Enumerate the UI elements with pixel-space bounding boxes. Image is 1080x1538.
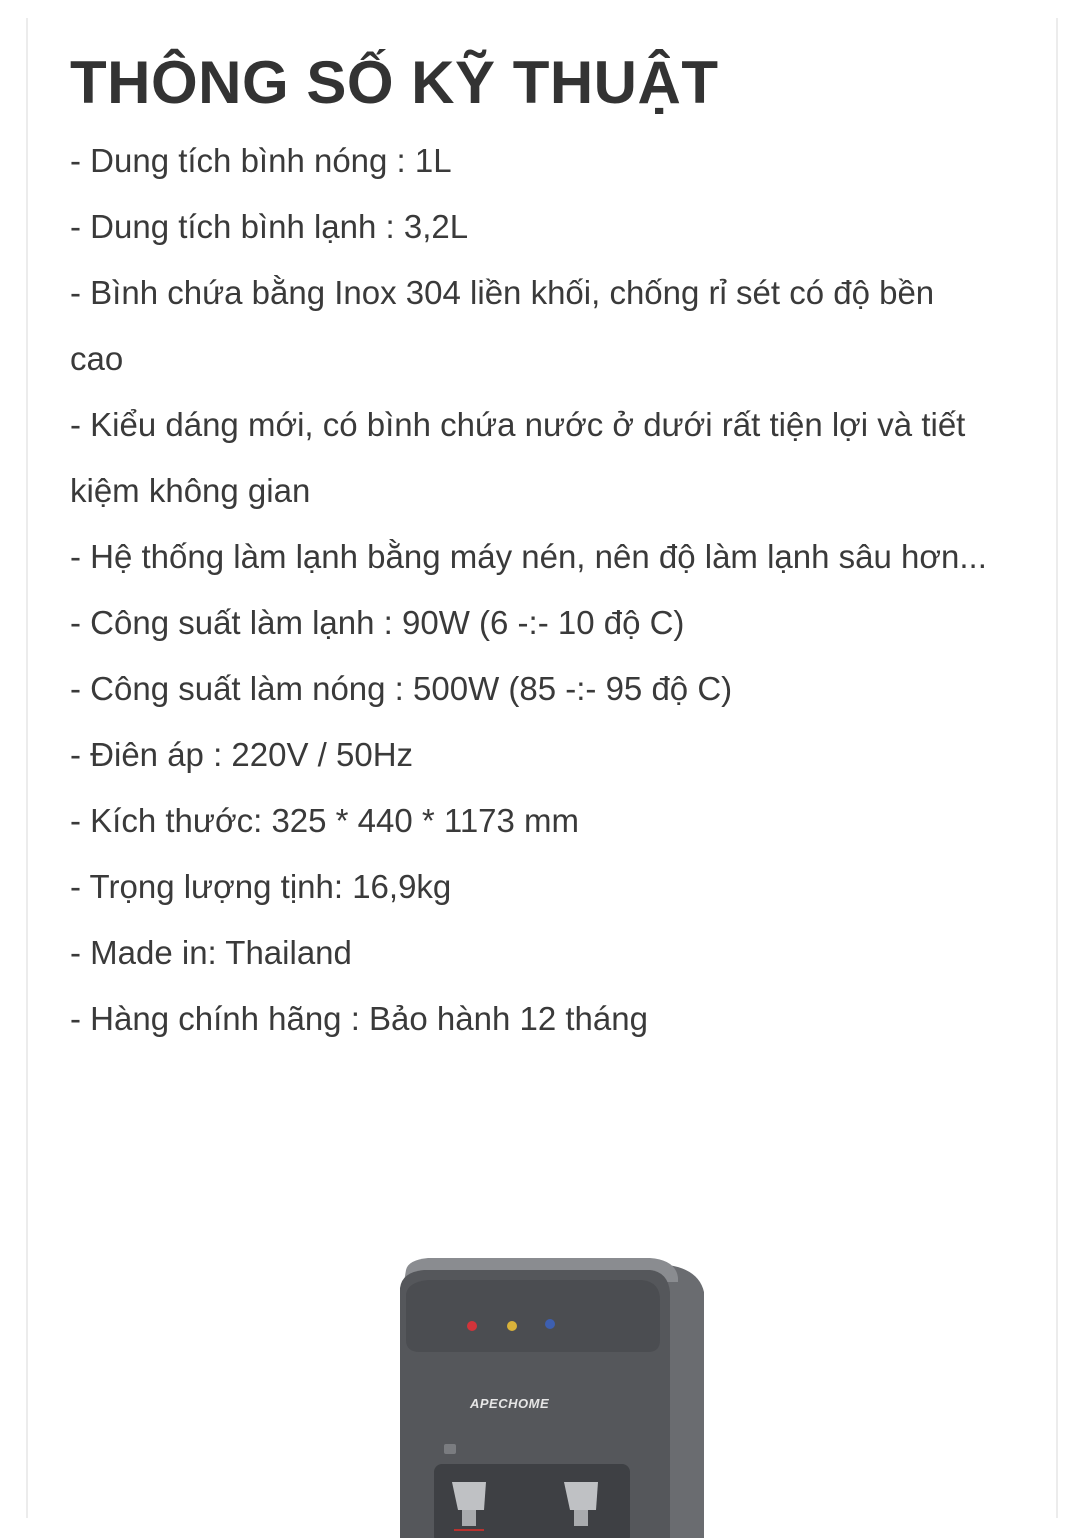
hot-indicator-light bbox=[467, 1321, 477, 1331]
spec-item-cold-capacity: - Dung tích bình lạnh : 3,2L bbox=[70, 208, 469, 245]
spec-item-warranty: - Hàng chính hãng : Bảo hành 12 tháng bbox=[70, 1000, 648, 1037]
spec-card bbox=[26, 18, 1058, 1518]
spec-list bbox=[70, 128, 990, 1052]
brand-logo: APECHOME bbox=[470, 1396, 550, 1411]
water-dispenser-image bbox=[358, 1248, 758, 1538]
spec-item-design: - Kiểu dáng mới, có bình chứa nước ở dưới rất tiện lợi và tiết kiệm không gian bbox=[70, 406, 966, 509]
spec-item-cooling-system: - Hệ thống làm lạnh bằng máy nén, nên độ làm lạnh sâu hơn... bbox=[70, 538, 987, 575]
spec-item-hot-capacity: - Dung tích bình nóng : 1L bbox=[70, 142, 452, 179]
spec-item-heating-power: - Công suất làm nóng : 500W (85 -:- 95 độ C) bbox=[70, 670, 733, 707]
spec-item-tank-material: - Bình chứa bằng Inox 304 liền khối, chống rỉ sét có độ bền cao bbox=[70, 274, 935, 377]
spec-item-dimensions: - Kích thước: 325 * 440 * 1173 mm bbox=[70, 802, 580, 839]
cold-indicator-light bbox=[545, 1319, 555, 1329]
spec-item-weight: - Trọng lượng tịnh: 16,9kg bbox=[70, 868, 452, 905]
spec-item-cooling-power: - Công suất làm lạnh : 90W (6 -:- 10 độ C) bbox=[70, 604, 685, 641]
spec-item-origin: - Made in: Thailand bbox=[70, 934, 352, 971]
section-title: THÔNG SỐ KỸ THUẬT bbox=[70, 49, 719, 116]
spec-item-voltage: - Điên áp : 220V / 50Hz bbox=[70, 736, 414, 773]
warm-indicator-light bbox=[507, 1321, 517, 1331]
